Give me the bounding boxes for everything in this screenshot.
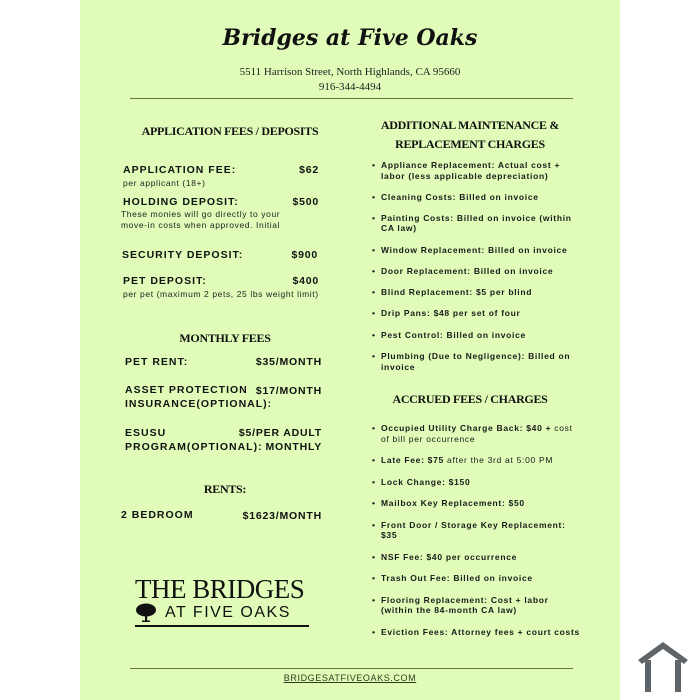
- list-item: • Lock Change: $150: [372, 476, 471, 487]
- oak-tree-icon: [135, 603, 157, 623]
- bullet-icon: •: [372, 308, 376, 318]
- bullet-icon: •: [372, 573, 376, 583]
- asset-protection-amount: $17/MONTH: [255, 385, 322, 397]
- list-item: • Appliance Replacement: Actual cost + labor (less applicable depreciation): [372, 160, 561, 181]
- logo-underline: [135, 625, 309, 627]
- bullet-icon: •: [372, 423, 376, 433]
- asset-protection-label-line2: INSURANCE(OPTIONAL):: [125, 398, 273, 410]
- security-deposit-amount: $900: [291, 249, 318, 261]
- bullet-icon: •: [372, 476, 376, 487]
- bridges-logo: [135, 576, 315, 627]
- application-fee-label: APPLICATION FEE:: [123, 164, 237, 176]
- list-item: • Drip Pans: $48 per set of four: [372, 308, 521, 318]
- esusu-amount-line1: $5/PER ADULT: [238, 427, 322, 439]
- list-item: • Painting Costs: Billed on invoice (within CA law): [372, 212, 572, 233]
- maintenance-heading-line2: REPLACEMENT CHARGES: [395, 137, 545, 151]
- website-link[interactable]: BRIDGESATFIVEOAKS.COM: [283, 673, 417, 683]
- bullet-icon: •: [372, 551, 376, 562]
- esusu-label-line1: ESUSU: [125, 427, 167, 439]
- holding-deposit-label: HOLDING DEPOSIT:: [123, 196, 239, 208]
- logo-subtitle: AT FIVE OAKS: [165, 604, 291, 621]
- flyer-page: [80, 0, 620, 700]
- application-fees-heading: APPLICATION FEES / DEPOSITS: [141, 124, 319, 138]
- bullet-icon: •: [372, 212, 376, 223]
- list-item: • Front Door / Storage Key Replacement: $35: [372, 519, 566, 540]
- list-item: • Door Replacement: Billed on invoice: [372, 266, 554, 276]
- bullet-icon: •: [372, 160, 376, 170]
- pet-deposit-label: PET DEPOSIT:: [123, 275, 207, 287]
- application-fee-amount: $62: [299, 164, 319, 176]
- security-deposit-label: SECURITY DEPOSIT:: [122, 249, 244, 261]
- list-item: • Flooring Replacement: Cost + labor (within the 84-month CA law): [372, 594, 549, 615]
- list-item: • Cleaning Costs: Billed on invoice: [372, 192, 539, 202]
- pet-rent-label: PET RENT:: [125, 356, 189, 368]
- application-fee-note: per applicant (18+): [123, 178, 206, 188]
- asset-protection-label-line1: ASSET PROTECTION: [125, 384, 248, 396]
- bullet-icon: •: [372, 594, 376, 605]
- bullet-icon: •: [372, 286, 376, 297]
- list-item: • Plumbing (Due to Negligence): Billed on invoice: [372, 351, 571, 372]
- bullet-icon: •: [372, 192, 376, 202]
- property-phone: 916-344-4494: [318, 81, 382, 93]
- bullet-icon: •: [372, 351, 376, 361]
- footer-divider: [130, 668, 573, 669]
- holding-deposit-note: These monies will go directly to your move-in costs when approved. Initial: [121, 209, 281, 230]
- accrued-fees-heading: ACCRUED FEES / CHARGES: [392, 392, 548, 406]
- list-item: • Mailbox Key Replacement: $50: [372, 498, 525, 508]
- list-item: • Pest Control: Billed on invoice: [372, 329, 526, 340]
- maintenance-heading-line1: ADDITIONAL MAINTENANCE &: [380, 118, 560, 132]
- bullet-icon: •: [372, 244, 376, 255]
- two-bedroom-label: 2 BEDROOM: [121, 509, 194, 521]
- property-address: 5511 Harrison Street, North Highlands, CA 95660: [239, 66, 461, 78]
- bullet-icon: •: [372, 266, 376, 276]
- logo-title: THE BRIDGES: [135, 574, 305, 604]
- pet-rent-amount: $35/MONTH: [255, 356, 322, 368]
- list-item: • Blind Replacement: $5 per blind: [372, 286, 533, 297]
- list-item: • Eviction Fees: Attorney fees + court costs: [372, 626, 580, 637]
- maintenance-list: [372, 160, 582, 372]
- rents-heading: RENTS:: [203, 482, 247, 496]
- monthly-fees-heading: MONTHLY FEES: [179, 331, 271, 345]
- bullet-icon: •: [372, 498, 376, 508]
- home-icon[interactable]: [636, 638, 690, 694]
- list-item: • Trash Out Fee: Billed on invoice: [372, 573, 533, 583]
- bullet-icon: •: [372, 626, 376, 637]
- header-divider: [130, 98, 573, 99]
- property-title: Bridges at Five Oaks: [222, 25, 478, 51]
- esusu-label-line2: PROGRAM(OPTIONAL):: [125, 441, 263, 453]
- esusu-amount-line2: MONTHLY: [265, 441, 322, 453]
- bullet-icon: •: [372, 455, 376, 465]
- accrued-list: [372, 423, 582, 637]
- bullet-icon: •: [372, 519, 376, 530]
- list-item: • Occupied Utility Charge Back: $40 + cost of bill per occurrence: [372, 423, 573, 444]
- list-item: • NSF Fee: $40 per occurrence: [372, 551, 518, 562]
- list-item: • Late Fee: $75 after the 3rd at 5:00 PM: [372, 455, 554, 465]
- pet-deposit-note: per pet (maximum 2 pets, 25 lbs weight limit): [123, 289, 319, 299]
- pet-deposit-amount: $400: [292, 275, 319, 287]
- maintenance-heading: [370, 116, 570, 154]
- two-bedroom-amount: $1623/MONTH: [242, 510, 322, 522]
- list-item: • Window Replacement: Billed on invoice: [372, 244, 568, 255]
- bullet-icon: •: [372, 329, 376, 340]
- holding-deposit-amount: $500: [292, 196, 319, 208]
